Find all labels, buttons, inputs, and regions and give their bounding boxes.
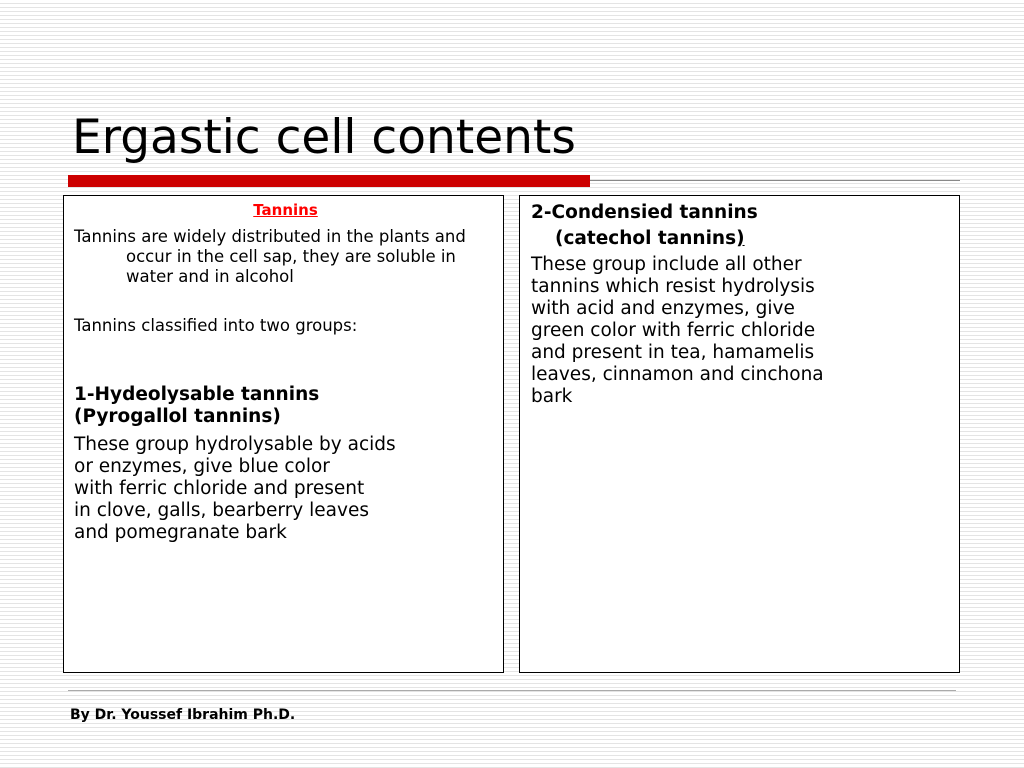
- group2-body-line: leaves, cinnamon and cinchona: [531, 364, 824, 385]
- group2-body-line: and present in tea, hamamelis: [531, 342, 815, 363]
- group1-body-line: These group hydrolysable by acids: [74, 434, 396, 455]
- group2-title-line2-text: (catechol tannins: [555, 228, 737, 249]
- group2-body-line: These group include all other: [531, 254, 802, 275]
- group1-title-line1: 1-Hydeolysable tannins: [74, 384, 320, 405]
- group1-body-line: or enzymes, give blue color: [74, 456, 330, 477]
- group2-body: [531, 254, 953, 408]
- left-text-box[interactable]: [63, 195, 504, 673]
- footer-divider: [68, 690, 956, 691]
- group1-title: [74, 384, 497, 428]
- group2-title-line1: 2-Condensied tannins: [531, 202, 758, 223]
- group2-body-line: green color with ferric chloride: [531, 320, 816, 341]
- tannins-intro: Tannins are widely distributed in the plants and occur in the cell sap, they are soluble in water and in alcohol: [74, 227, 466, 286]
- slide-title: Ergastic cell contents: [72, 110, 576, 165]
- right-text-box[interactable]: [519, 195, 960, 673]
- title-underline-red: [68, 175, 590, 187]
- group2-body-line: tannins which resist hydrolysis: [531, 276, 815, 297]
- group1-body-line: in clove, galls, bearberry leaves: [74, 500, 369, 521]
- group2-body-line: bark: [531, 386, 573, 407]
- group2-title: [531, 202, 953, 254]
- footer-author: By Dr. Youssef Ibrahim Ph.D.: [70, 707, 296, 723]
- title-underline-thin: [590, 180, 960, 181]
- group1-title-line2: (Pyrogallol tannins): [74, 406, 281, 427]
- group1-body: [74, 434, 497, 544]
- group2-title-closing-paren: ): [736, 228, 745, 249]
- tannins-heading: Tannins: [253, 201, 318, 219]
- group1-body-line: and pomegranate bark: [74, 522, 287, 543]
- group1-body-line: with ferric chloride and present: [74, 478, 365, 499]
- tannins-classified: Tannins classified into two groups:: [74, 316, 358, 335]
- group2-body-line: with acid and enzymes, give: [531, 298, 795, 319]
- group2-title-line2: [531, 224, 953, 254]
